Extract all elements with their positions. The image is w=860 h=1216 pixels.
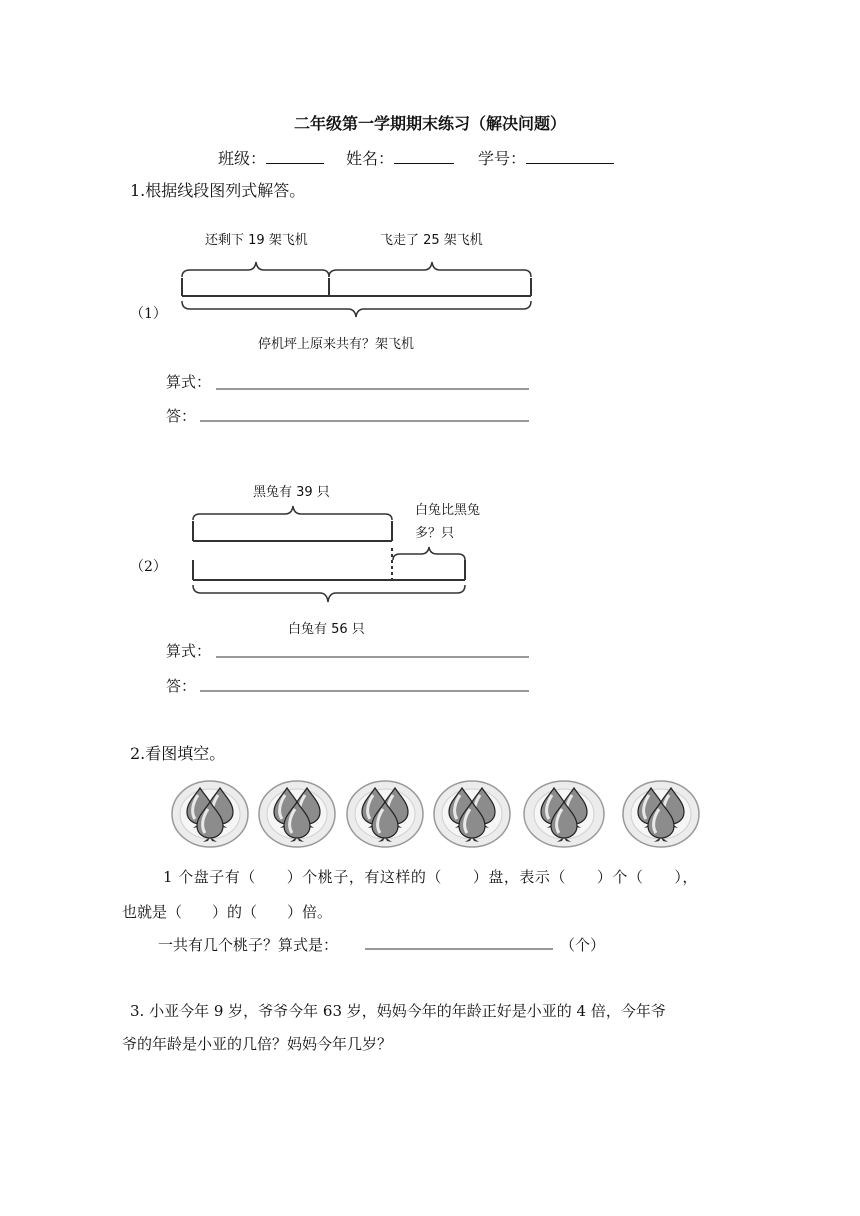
peach-plates bbox=[172, 781, 699, 847]
page-title: 二年级第一学期期末练习（解决问题） bbox=[293, 114, 566, 133]
p1-answer-label: 答： bbox=[166, 407, 197, 425]
p2-diagram bbox=[193, 506, 465, 602]
p1-label-left: 还剩下 19 架飞机 bbox=[205, 233, 308, 248]
q2-heading: 2.看图填空。 bbox=[130, 744, 226, 763]
p2-number: （2） bbox=[130, 559, 167, 575]
p1-label-bottom: 停机坪上原来共有？架飞机 bbox=[258, 337, 415, 352]
p1-number: （1） bbox=[130, 306, 167, 322]
plate bbox=[259, 781, 335, 847]
p2-label-bottom: 白兔有 56 只 bbox=[288, 622, 365, 637]
p1-diagram bbox=[182, 262, 531, 317]
p2-brace-diff bbox=[393, 547, 465, 560]
p1-formula-label: 算式： bbox=[166, 373, 212, 391]
p2-formula-label: 算式： bbox=[166, 642, 212, 660]
p2-label-side-2: 多？只 bbox=[415, 526, 455, 541]
p2-brace-top bbox=[193, 506, 392, 520]
p2-formula-input[interactable] bbox=[216, 642, 529, 658]
plate bbox=[172, 781, 248, 847]
p1-brace-right bbox=[329, 262, 531, 277]
p1-formula-input[interactable] bbox=[216, 374, 529, 390]
p2-brace-bottom bbox=[193, 585, 465, 602]
p1-brace-left bbox=[182, 262, 329, 277]
p2-label-side-1: 白兔比黑兔 bbox=[415, 503, 481, 518]
q2-total-input[interactable] bbox=[365, 934, 553, 950]
plate bbox=[347, 781, 423, 847]
class-label: 班级： bbox=[218, 149, 267, 168]
plate bbox=[623, 781, 699, 847]
plate bbox=[524, 781, 604, 847]
plate bbox=[434, 781, 510, 847]
p2-label-top: 黑兔有 39 只 bbox=[253, 485, 330, 500]
q2-line3-unit: （个） bbox=[560, 936, 606, 954]
q2-line1: 1 个盘子有（ ）个桃子，有这样的（ ）盘，表示（ ）个（ ）， bbox=[163, 868, 698, 886]
q1-heading: 1.根据线段图列式解答。 bbox=[130, 181, 306, 200]
p1-label-right: 飞走了 25 架飞机 bbox=[380, 233, 483, 248]
q2-line2: 也就是（ ）的（ ）倍。 bbox=[122, 903, 333, 921]
p1-answer-input[interactable] bbox=[200, 406, 529, 422]
p2-answer-input[interactable] bbox=[200, 676, 529, 692]
q3-line2: 爷的年龄是小亚的几倍？妈妈今年几岁？ bbox=[122, 1035, 393, 1053]
p2-answer-label: 答： bbox=[166, 677, 197, 695]
q3-line1: 3. 小亚今年 9 岁，爷爷今年 63 岁，妈妈今年的年龄正好是小亚的 4 倍，今年爷 bbox=[130, 1002, 666, 1020]
q2-line3-label: 一共有几个桃子？算式是： bbox=[158, 936, 339, 954]
p1-formula-line bbox=[200, 389, 553, 949]
name-label: 姓名： bbox=[346, 149, 395, 168]
id-label: 学号： bbox=[478, 149, 527, 168]
p1-brace-bottom bbox=[182, 301, 531, 317]
